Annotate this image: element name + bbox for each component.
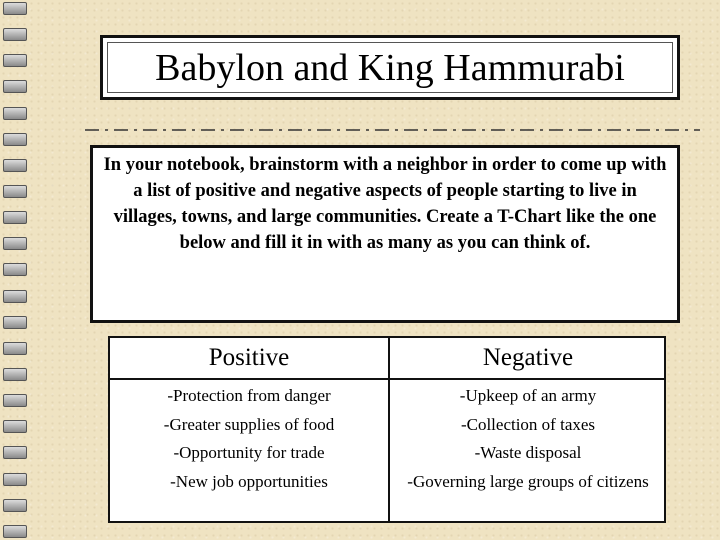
positive-item: -Opportunity for trade xyxy=(173,443,325,462)
negative-item: -Collection of taxes xyxy=(460,414,596,434)
title-box xyxy=(100,35,680,100)
binding-ring xyxy=(3,473,27,486)
spiral-binding xyxy=(0,0,30,540)
binding-ring xyxy=(3,54,27,67)
instructions-text: In your notebook, brainstorm with a neighbor in order to come up with a list of positive and negative aspects of people starting to live in villages, towns, and large communities. Create a T-Chart like the one below and fill it in with as many as you can think of. xyxy=(103,155,667,253)
binding-ring xyxy=(3,499,27,512)
binding-ring xyxy=(3,263,27,276)
binding-ring xyxy=(3,28,27,41)
binding-ring xyxy=(3,133,27,146)
binding-ring xyxy=(3,211,27,224)
binding-ring xyxy=(3,2,27,15)
instructions-box xyxy=(90,145,680,323)
binding-ring xyxy=(3,368,27,381)
binding-ring xyxy=(3,237,27,250)
negative-column xyxy=(390,338,666,494)
negative-item: -Governing large groups of citizens xyxy=(407,471,649,491)
negative-item: -Upkeep of an army xyxy=(459,386,597,405)
binding-ring xyxy=(3,525,27,538)
dash-dot-divider xyxy=(85,124,700,136)
positive-item: -Greater supplies of food xyxy=(163,414,335,434)
t-chart xyxy=(108,336,666,523)
binding-ring xyxy=(3,107,27,120)
slide-title: Babylon and King Hammurabi xyxy=(155,46,625,89)
negative-item: -Waste disposal xyxy=(474,443,582,462)
binding-ring xyxy=(3,394,27,407)
positive-item: -Protection from danger xyxy=(167,386,331,405)
negative-header: Negative xyxy=(482,344,574,371)
binding-ring xyxy=(3,446,27,459)
binding-ring xyxy=(3,290,27,303)
binding-ring xyxy=(3,316,27,329)
positive-item: -New job opportunities xyxy=(170,471,328,491)
binding-ring xyxy=(3,80,27,93)
binding-ring xyxy=(3,420,27,433)
binding-ring xyxy=(3,342,27,355)
binding-ring xyxy=(3,185,27,198)
positive-header: Positive xyxy=(208,344,290,371)
binding-ring xyxy=(3,159,27,172)
positive-column xyxy=(110,338,388,496)
